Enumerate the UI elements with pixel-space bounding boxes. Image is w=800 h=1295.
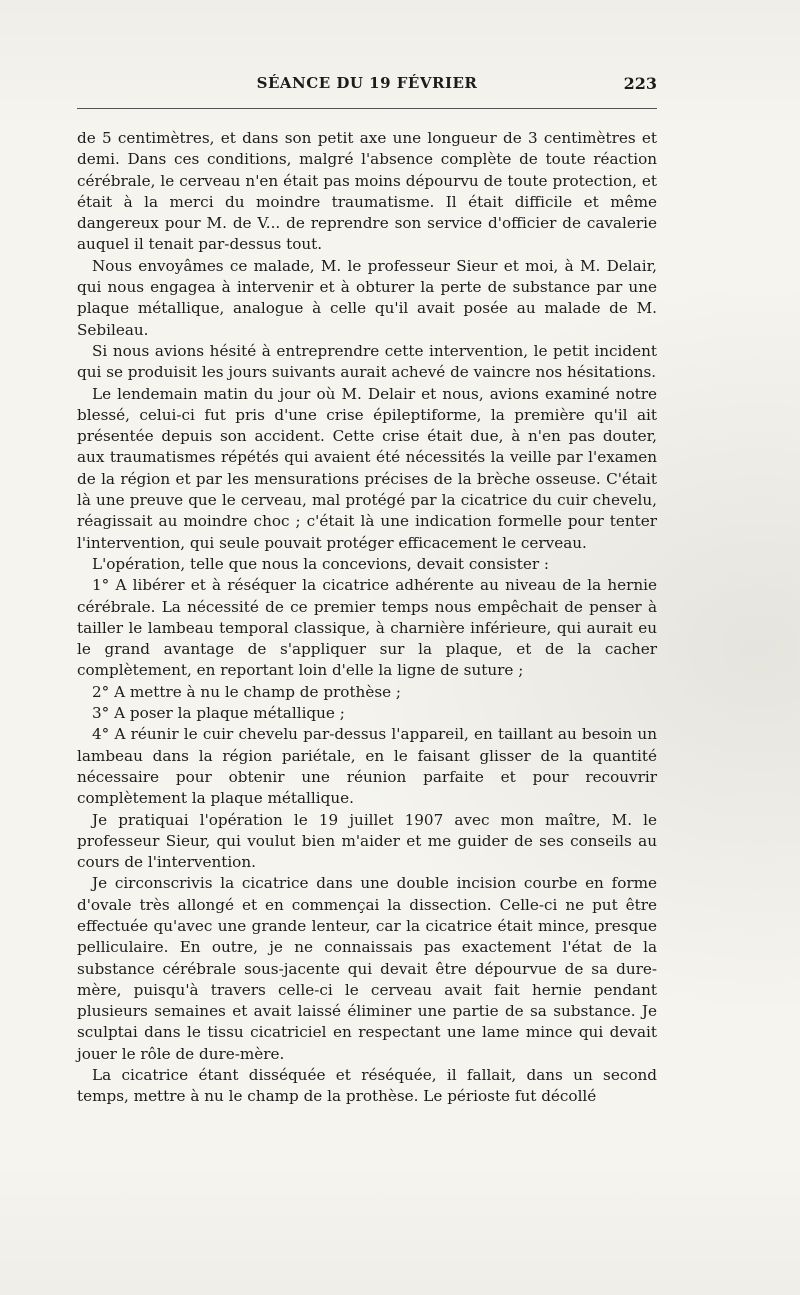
list-item: 3° A poser la plaque métallique ;: [92, 704, 345, 723]
paragraph: Nous envoyâmes ce malade, M. le professeur Sieur et moi, à M. Delair, qui nous engagea à intervenir et à obturer la perte de substance par une plaque métallique, analogue à celle qu'il avait posée au malade de M. Sebileau.: [77, 256, 657, 339]
paragraph: Je circonscrivis la cicatrice dans une double incision courbe en forme d'ovale très allongé et en commençai la dissection. Celle-ci ne put être effectuée qu'avec une grande lenteur, car la cicatrice était mince, presque pelliculaire. En outre, je ne connaissais pas exactement l'état de la substance cérébrale sous-jacente qui devait être dépourvue de sa dure-mère, puisqu'à travers celle-ci le cerveau avait fait hernie pendant plusieurs semaines et avait laissé éliminer une partie de sa substance. Je sculptai dans le tissu cicatriciel en respectant une lame mince qui devait jouer le rôle de dure-mère.: [77, 874, 657, 1063]
paragraph: Je pratiquai l'opération le 19 juillet 1907 avec mon maître, M. le professeur Sieur, qui voulut bien m'aider et me guider de ses conseils au cours de l'intervention.: [77, 810, 657, 872]
list-item: 4° A réunir le cuir chevelu par-dessus l'appareil, en taillant au besoin un lambeau dans la région pariétale, en le faisant glisser de la quantité nécessaire pour obtenir une réunion parfaite et pour recouvrir complètement la plaque métallique.: [77, 725, 657, 808]
list-item: 2° A mettre à nu le champ de prothèse ;: [92, 682, 402, 701]
paragraph: L'opération, telle que nous la concevions, devait consister :: [92, 554, 550, 573]
page-number: 223: [623, 74, 657, 93]
paragraph: Le lendemain matin du jour où M. Delair et nous, avions examiné notre blessé, celui-ci fut pris d'une crise épileptiforme, la première qu'il ait présentée depuis son accident. Cette crise était due, à n'en pas douter, aux traumatismes répétés qui avaient été nécessités la veille par l'examen de la région et par les mensurations précises de la brèche osseuse. C'était là une preuve que le cerveau, mal protégé par la cicatrice du cuir chevelu, réagissait au moindre choc ; c'était là une indication formelle pour tenter l'intervention, qui seule pouvait protéger efficacement le cerveau.: [77, 384, 657, 552]
paragraph: de 5 centimètres, et dans son petit axe une longueur de 3 centimètres et demi. Dans ces conditions, malgré l'absence complète de toute réaction cérébrale, le cerveau n'en était pas moins dépourvu de toute protection, et était à la merci du moindre traumatisme. Il était difficile et même dangereux pour M. de V... de reprendre son service d'officier de cavalerie auquel il tenait par-dessus tout.: [77, 129, 657, 254]
list-item: 1° A libérer et à réséquer la cicatrice adhérente au niveau de la hernie cérébrale. La nécessité de ce premier temps nous empêchait de penser à tailler le lambeau temporal classique, à charnière inférieure, qui aurait eu le grand avantage de s'appliquer sur la plaque, et de la cacher complètement, en reportant loin d'elle la ligne de suture ;: [77, 576, 657, 680]
paragraph: Si nous avions hésité à entreprendre cette intervention, le petit incident qui se produisit les jours suivants aurait achevé de vaincre nos hésitations.: [77, 341, 657, 382]
body-text: [77, 128, 657, 1108]
paragraph: La cicatrice étant disséquée et réséquée, il fallait, dans un second temps, mettre à nu le champ de la prothèse. Le périoste fut décollé: [77, 1066, 657, 1106]
running-title: SÉANCE DU 19 FÉVRIER: [256, 74, 478, 92]
header-rule: [77, 108, 657, 109]
page-header: [77, 74, 657, 98]
